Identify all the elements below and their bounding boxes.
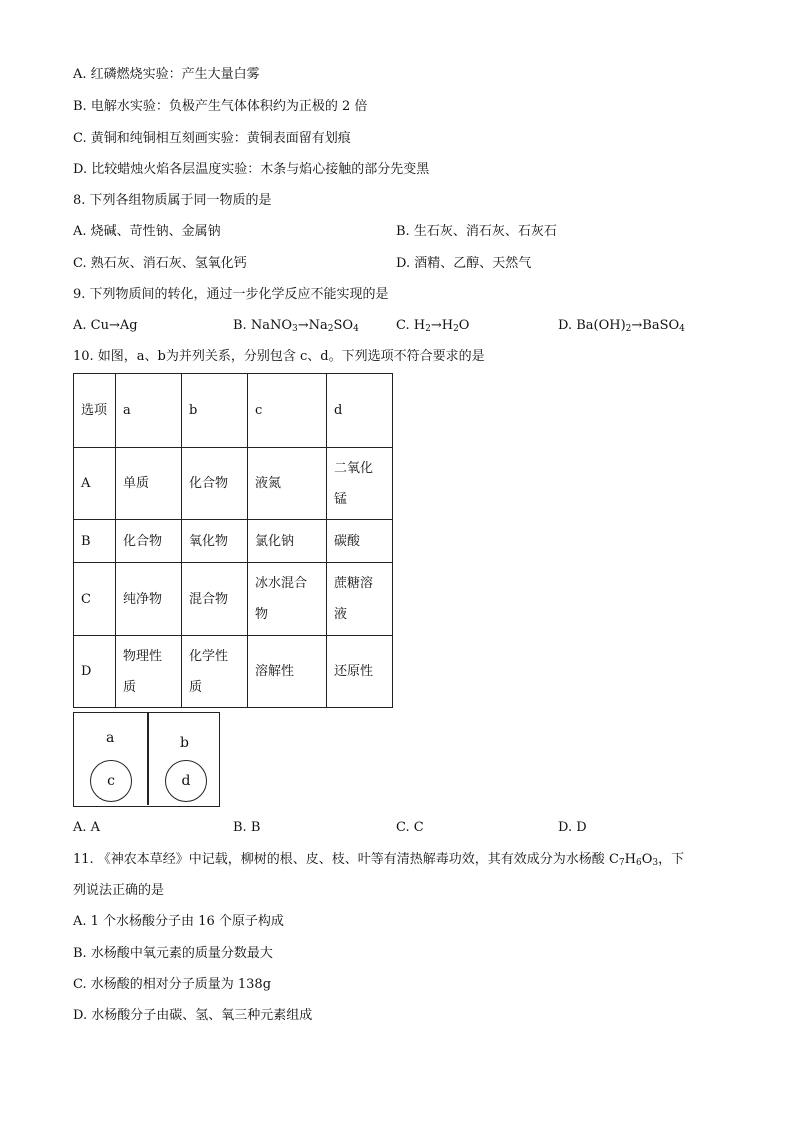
q11-option-a: A. 1 个水杨酸分子由 16 个原子构成 <box>73 914 284 929</box>
q10-stem: 10. 如图，a、b为并列关系，分别包含 c、d。下列选项不符合要求的是 <box>73 349 485 364</box>
diagram-divider <box>147 713 149 805</box>
table-cell: 物理性质 <box>116 636 182 708</box>
table-row <box>74 520 393 563</box>
table-cell: 还原性 <box>327 636 393 708</box>
q7-option-c: C. 黄铜和纯铜相互刻画实验：黄铜表面留有划痕 <box>73 131 351 146</box>
q11-stem-line2: 列说法正确的是 <box>73 883 165 898</box>
table-cell: 氧化物 <box>182 520 248 563</box>
diagram-label-c: c <box>107 773 115 789</box>
diagram-label-d: d <box>181 773 191 789</box>
q9-option-b: B. $NaNO_3\to Na_2SO_4$ <box>233 318 359 334</box>
table-cell: 碳酸 <box>327 520 393 563</box>
table-cell: B <box>74 520 116 563</box>
q10-option-a: A. A <box>73 820 101 835</box>
table-cell: 化合物 <box>116 520 182 563</box>
q9-option-c: C. $H_2\to H_2O$ <box>396 318 470 334</box>
table-cell: D <box>74 636 116 708</box>
table-cell: 纯净物 <box>116 563 182 636</box>
q7-option-d: D. 比较蜡烛火焰各层温度实验：木条与焰心接触的部分先变黑 <box>73 162 430 177</box>
table-cell: 单质 <box>116 448 182 520</box>
q10-option-c: C. C <box>396 820 424 835</box>
table-cell: 混合物 <box>182 563 248 636</box>
header-cell-option: 选项 <box>74 374 116 448</box>
q8-option-b: B. 生石灰、消石灰、石灰石 <box>396 224 557 239</box>
q9-option-a: A. Cu→Ag <box>73 318 138 333</box>
header-cell-c: c <box>248 374 327 448</box>
q7-option-a: A. 红磷燃烧实验：产生大量白雾 <box>73 67 260 82</box>
header-cell-a: a <box>116 374 182 448</box>
table-cell: 冰水混合物 <box>248 563 327 636</box>
table-cell: 溶解性 <box>248 636 327 708</box>
diagram-circle-c <box>90 760 132 802</box>
q11-option-b: B. 水杨酸中氧元素的质量分数最大 <box>73 946 273 961</box>
table-cell: 化学性质 <box>182 636 248 708</box>
q8-stem: 8. 下列各组物质属于同一物质的是 <box>73 193 272 208</box>
header-cell-b: b <box>182 374 248 448</box>
q10-table <box>73 373 393 708</box>
table-cell: 蔗糖溶液 <box>327 563 393 636</box>
q11-option-c: C. 水杨酸的相对分子质量为 138g <box>73 977 272 992</box>
q8-option-a: A. 烧碱、苛性钠、金属钠 <box>73 224 221 239</box>
table-cell: 化合物 <box>182 448 248 520</box>
q9-stem: 9. 下列物质间的转化，通过一步化学反应不能实现的是 <box>73 287 389 302</box>
table-header-row <box>74 374 393 448</box>
diagram-label-a: a <box>106 730 115 746</box>
q7-option-b: B. 电解水实验：负极产生气体体积约为正极的 2 倍 <box>73 99 368 114</box>
diagram-label-b: b <box>180 735 189 751</box>
q11-option-d: D. 水杨酸分子由碳、氢、氧三种元素组成 <box>73 1008 313 1023</box>
header-cell-d: d <box>327 374 393 448</box>
q10-option-d: D. D <box>558 820 587 835</box>
table-row <box>74 448 393 520</box>
q10-option-b: B. B <box>233 820 261 835</box>
table-cell: 液氮 <box>248 448 327 520</box>
table-cell: A <box>74 448 116 520</box>
table-row <box>74 636 393 708</box>
table-row <box>74 563 393 636</box>
q9-option-d: D. $Ba(OH)_2\to BaSO_4$ <box>558 318 685 334</box>
table-cell: 二氧化锰 <box>327 448 393 520</box>
table-cell: C <box>74 563 116 636</box>
q8-option-d: D. 酒精、乙醇、天然气 <box>396 256 532 271</box>
diagram-circle-d <box>165 760 207 802</box>
q11-stem: 11. 《神农本草经》中记载，柳树的根、皮、枝、叶等有清热解毒功效，其有效成分为水杨酸 $C_7H_6O_3$，下 <box>73 852 685 868</box>
table-cell: 氯化钠 <box>248 520 327 563</box>
q10-diagram <box>73 712 220 807</box>
q8-option-c: C. 熟石灰、消石灰、氢氧化钙 <box>73 256 247 271</box>
